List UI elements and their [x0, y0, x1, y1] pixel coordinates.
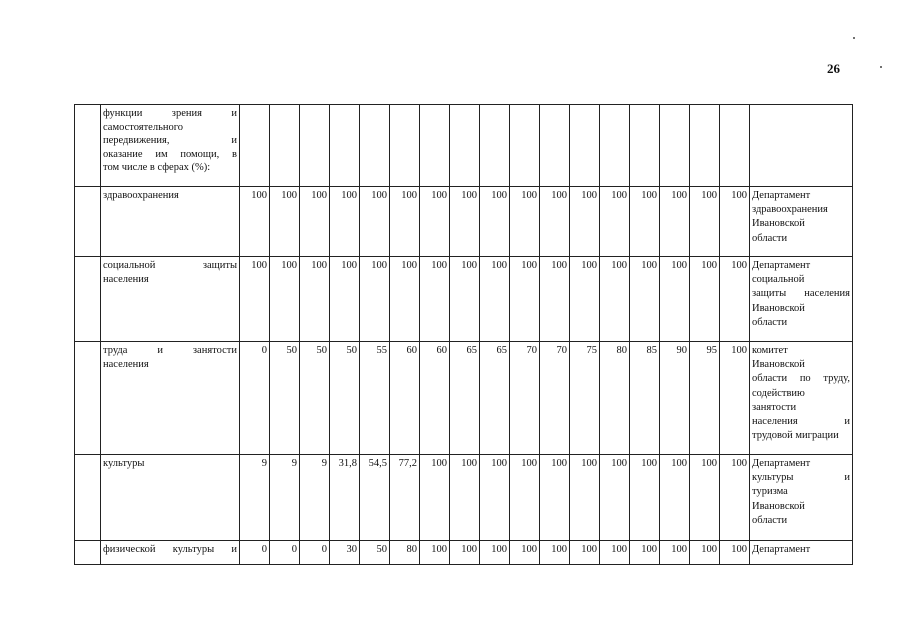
value-cell: 80: [390, 541, 420, 565]
value-cell: 100: [630, 257, 660, 342]
value-cell: 100: [720, 541, 750, 565]
value-cell: 50: [270, 342, 300, 455]
value-cell: 100: [240, 187, 270, 257]
value-cell: 100: [660, 187, 690, 257]
value-cell: 85: [630, 342, 660, 455]
value-cell: 100: [540, 541, 570, 565]
value-cell: 100: [630, 541, 660, 565]
responsible-cell: [750, 257, 853, 342]
text-line: культуры: [103, 458, 145, 469]
value-cell: 100: [720, 455, 750, 541]
value-cell: [240, 105, 270, 187]
text-line: занятости: [752, 401, 797, 413]
indicator-label: [101, 342, 240, 455]
page-number: 26: [827, 61, 840, 76]
value-cell: 0: [300, 541, 330, 565]
value-cell: 100: [570, 187, 600, 257]
value-cell: 50: [300, 342, 330, 455]
value-cell: [690, 105, 720, 187]
text-line: здравоохранения: [103, 190, 179, 201]
value-cell: 77,2: [390, 455, 420, 541]
value-cell: 100: [630, 455, 660, 541]
value-cell: 0: [240, 541, 270, 565]
value-cell: 100: [540, 455, 570, 541]
value-cell: 65: [480, 342, 510, 455]
value-cell: 50: [330, 342, 360, 455]
text-line: здравоохранения: [752, 204, 828, 216]
value-cell: 100: [420, 187, 450, 257]
value-cell: 9: [240, 455, 270, 541]
value-cell: 100: [510, 187, 540, 257]
text-line: Департамент: [752, 544, 811, 555]
index-cell: [75, 342, 101, 455]
value-cell: 75: [570, 342, 600, 455]
value-cell: 100: [270, 187, 300, 257]
index-cell: [75, 187, 101, 257]
table-row: [75, 187, 853, 257]
value-cell: 100: [300, 257, 330, 342]
indicator-label: [101, 187, 240, 257]
value-cell: 90: [660, 342, 690, 455]
value-cell: 100: [420, 455, 450, 541]
table-row: [75, 541, 853, 565]
index-cell: [75, 455, 101, 541]
index-cell: [75, 257, 101, 342]
indicator-label: [101, 105, 240, 187]
text-line: комитет: [752, 345, 788, 356]
value-cell: 100: [420, 257, 450, 342]
value-cell: 100: [690, 455, 720, 541]
text-line: социальной защиты: [103, 260, 237, 271]
index-cell: [75, 105, 101, 187]
text-line: области: [752, 316, 788, 328]
value-cell: 100: [390, 187, 420, 257]
value-cell: 100: [360, 257, 390, 342]
value-cell: [540, 105, 570, 187]
value-cell: 100: [480, 257, 510, 342]
text-line: области: [752, 232, 788, 244]
text-line: том числе в сферах (%):: [103, 162, 211, 174]
text-line: трудовой миграции: [752, 430, 839, 442]
value-cell: [510, 105, 540, 187]
value-cell: [300, 105, 330, 187]
value-cell: 60: [420, 342, 450, 455]
text-line: Департамент: [752, 190, 811, 201]
text-line: труда и занятости: [103, 345, 237, 356]
value-cell: 100: [480, 187, 510, 257]
value-cell: 100: [690, 187, 720, 257]
indicators-table: [74, 104, 853, 565]
value-cell: 100: [660, 541, 690, 565]
text-line: населения: [103, 358, 149, 370]
value-cell: 100: [450, 541, 480, 565]
value-cell: 100: [480, 455, 510, 541]
value-cell: 55: [360, 342, 390, 455]
value-cell: 9: [270, 455, 300, 541]
text-line: Департамент: [752, 458, 811, 469]
value-cell: 100: [690, 541, 720, 565]
value-cell: 100: [450, 187, 480, 257]
value-cell: 100: [630, 187, 660, 257]
value-cell: 100: [240, 257, 270, 342]
value-cell: 80: [600, 342, 630, 455]
value-cell: 100: [690, 257, 720, 342]
index-cell: [75, 541, 101, 565]
text-line: социальной: [752, 274, 805, 286]
value-cell: 100: [570, 257, 600, 342]
value-cell: 0: [240, 342, 270, 455]
value-cell: 54,5: [360, 455, 390, 541]
responsible-cell: [750, 342, 853, 455]
value-cell: [450, 105, 480, 187]
value-cell: 100: [570, 541, 600, 565]
text-line: Ивановской: [752, 359, 805, 371]
value-cell: 60: [390, 342, 420, 455]
indicator-label: [101, 541, 240, 565]
value-cell: 30: [330, 541, 360, 565]
text-line: населения и: [752, 416, 850, 428]
value-cell: 100: [600, 541, 630, 565]
value-cell: [660, 105, 690, 187]
text-line: оказание им помощи, в: [103, 148, 237, 160]
value-cell: 100: [720, 257, 750, 342]
text-line: области: [752, 514, 788, 526]
text-line: функции зрения и: [103, 108, 237, 119]
responsible-cell: [750, 541, 853, 565]
value-cell: 0: [270, 541, 300, 565]
value-cell: 100: [540, 257, 570, 342]
value-cell: 100: [510, 541, 540, 565]
text-line: Ивановской: [752, 500, 805, 512]
value-cell: [360, 105, 390, 187]
value-cell: [330, 105, 360, 187]
text-line: области по труду,: [752, 373, 850, 385]
text-line: самостоятельного: [103, 121, 184, 133]
value-cell: [420, 105, 450, 187]
value-cell: [480, 105, 510, 187]
value-cell: 31,8: [330, 455, 360, 541]
value-cell: 100: [510, 257, 540, 342]
value-cell: 100: [450, 455, 480, 541]
text-line: Департамент: [752, 260, 811, 271]
indicator-label: [101, 455, 240, 541]
value-cell: 100: [330, 257, 360, 342]
text-line: Ивановской: [752, 302, 805, 314]
value-cell: 100: [420, 541, 450, 565]
value-cell: 100: [330, 187, 360, 257]
value-cell: 100: [600, 257, 630, 342]
text-line: населения: [103, 273, 149, 285]
value-cell: 9: [300, 455, 330, 541]
responsible-cell: [750, 105, 853, 187]
value-cell: 100: [390, 257, 420, 342]
value-cell: 100: [600, 187, 630, 257]
table-row: [75, 342, 853, 455]
value-cell: 100: [270, 257, 300, 342]
value-cell: 100: [660, 455, 690, 541]
value-cell: 100: [600, 455, 630, 541]
value-cell: 100: [720, 187, 750, 257]
table-row: [75, 257, 853, 342]
value-cell: 70: [540, 342, 570, 455]
responsible-cell: [750, 187, 853, 257]
value-cell: 95: [690, 342, 720, 455]
value-cell: 100: [450, 257, 480, 342]
value-cell: [270, 105, 300, 187]
value-cell: [390, 105, 420, 187]
text-line: защиты населения: [752, 288, 850, 300]
responsible-cell: [750, 455, 853, 541]
value-cell: 100: [660, 257, 690, 342]
table-row: [75, 455, 853, 541]
value-cell: [630, 105, 660, 187]
scan-speck: [880, 66, 882, 68]
text-line: культуры и: [752, 472, 850, 484]
value-cell: [720, 105, 750, 187]
value-cell: 100: [720, 342, 750, 455]
text-line: туризма: [752, 486, 788, 498]
text-line: содействию: [752, 387, 805, 399]
value-cell: 100: [480, 541, 510, 565]
text-line: физической культуры и: [103, 544, 237, 555]
value-cell: 100: [300, 187, 330, 257]
table-row-header: [75, 105, 853, 187]
scan-speck: [853, 37, 855, 39]
value-cell: 100: [360, 187, 390, 257]
value-cell: 50: [360, 541, 390, 565]
value-cell: 100: [510, 455, 540, 541]
indicator-label: [101, 257, 240, 342]
value-cell: [600, 105, 630, 187]
value-cell: 65: [450, 342, 480, 455]
value-cell: 70: [510, 342, 540, 455]
text-line: Ивановской: [752, 218, 805, 230]
text-line: передвижения, и: [103, 135, 237, 147]
value-cell: 100: [570, 455, 600, 541]
value-cell: 100: [540, 187, 570, 257]
value-cell: [570, 105, 600, 187]
